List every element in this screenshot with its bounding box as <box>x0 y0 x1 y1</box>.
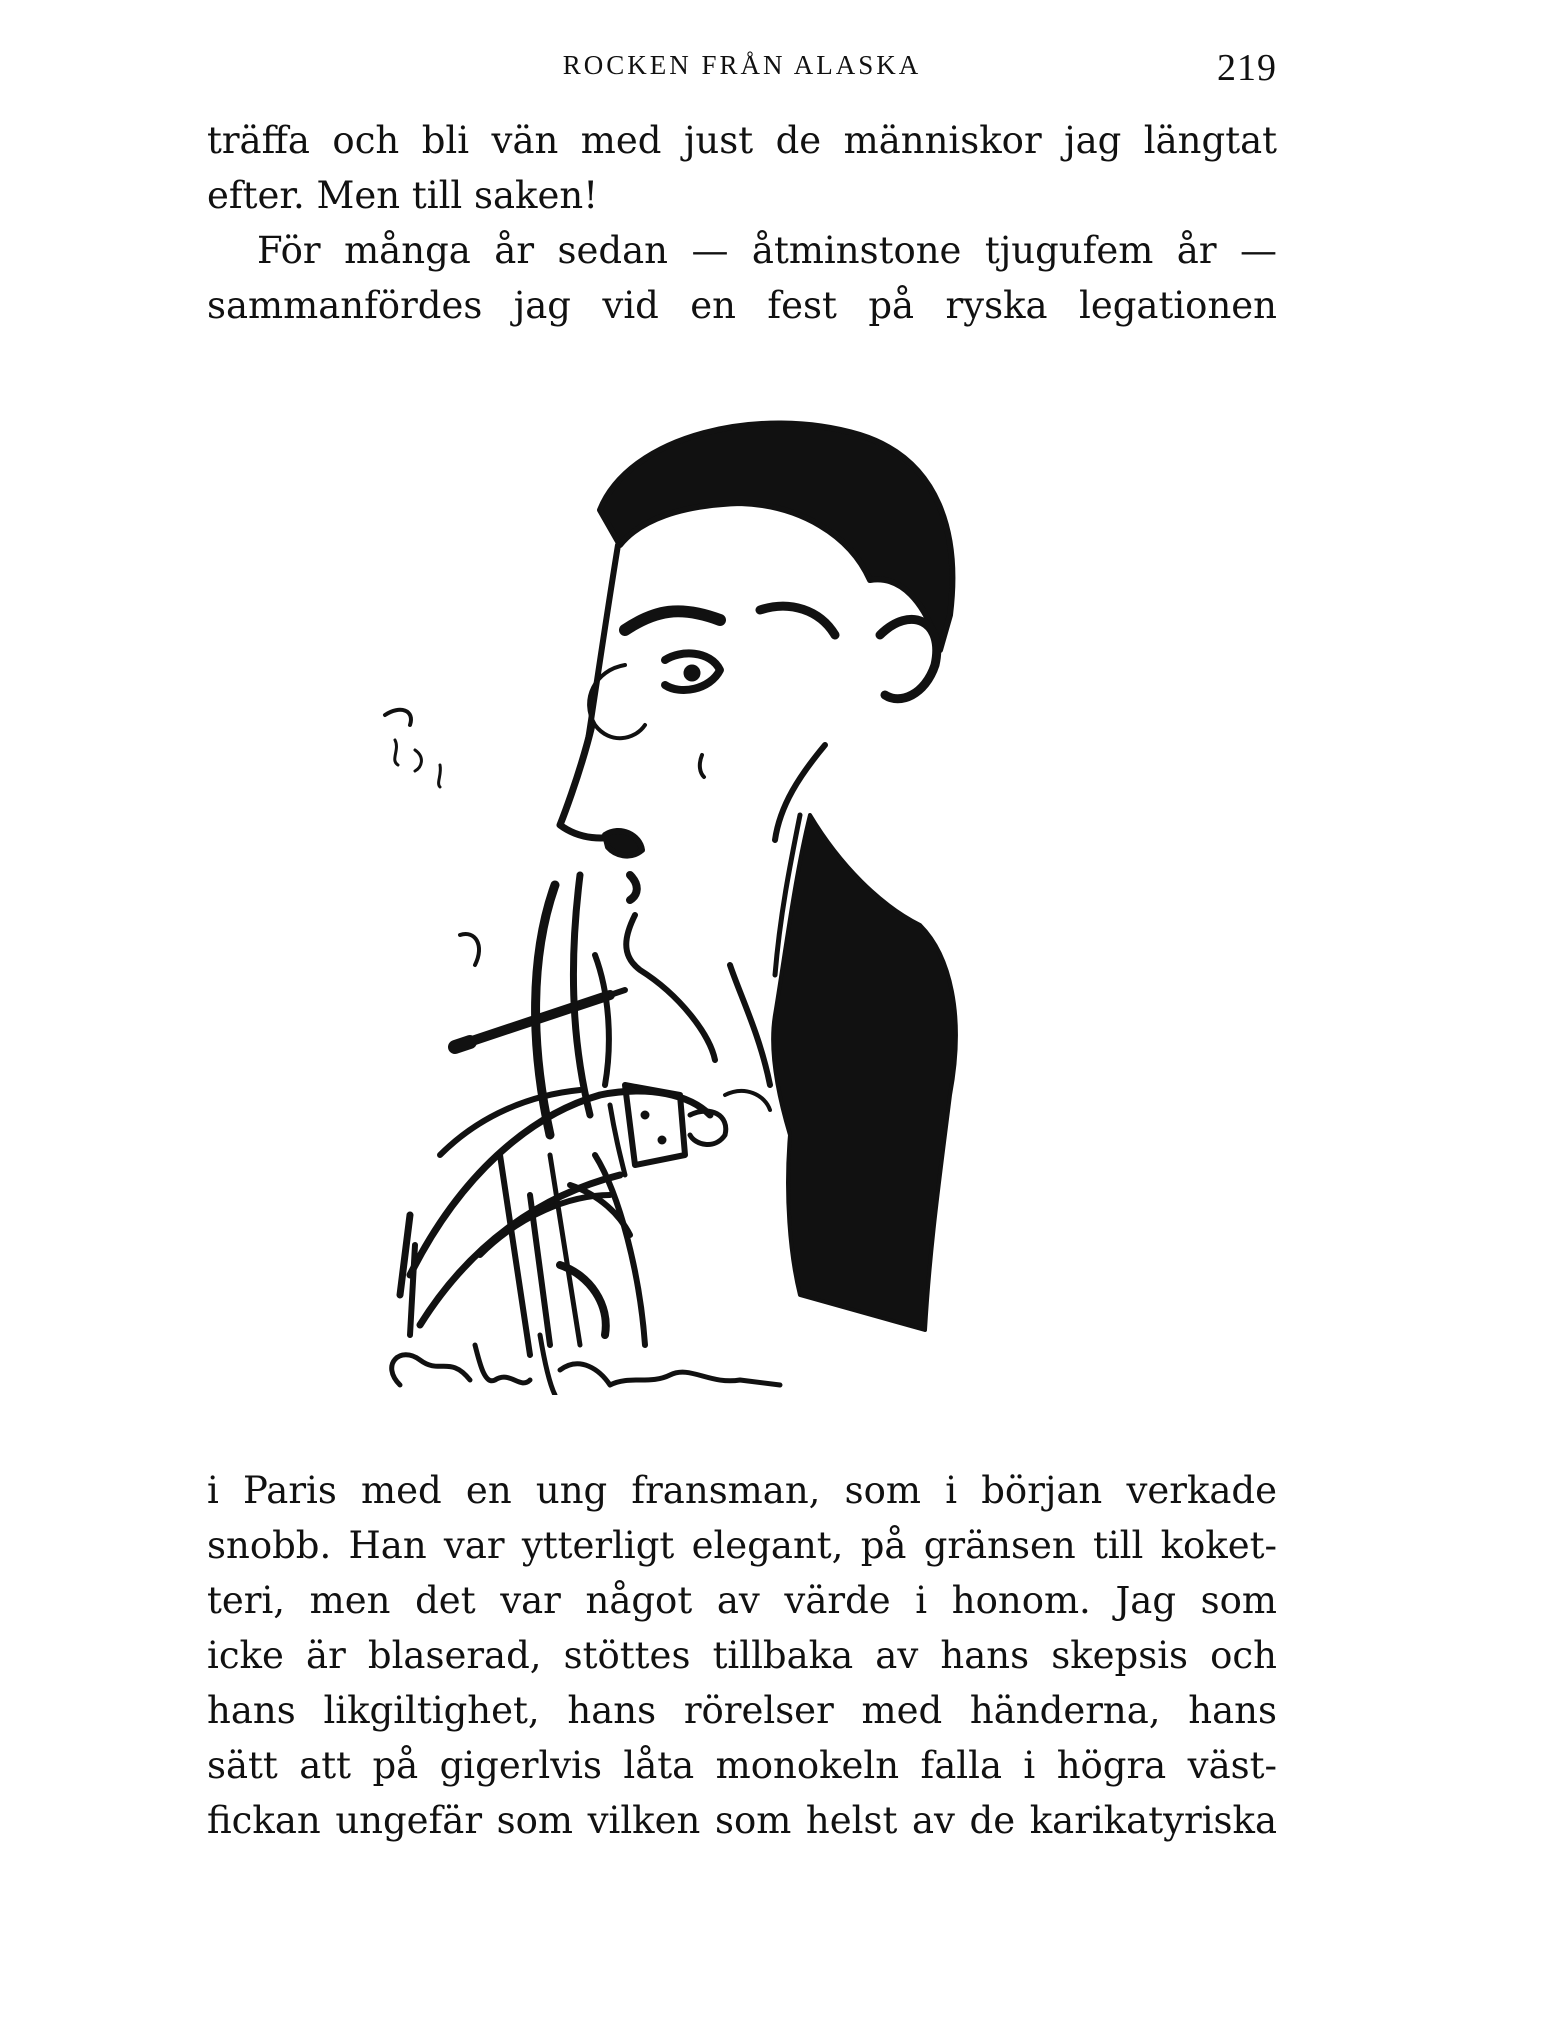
nose <box>560 725 620 838</box>
caricature-illustration <box>380 395 1100 1395</box>
ear <box>880 619 937 698</box>
caricature-drawing <box>380 395 1100 1395</box>
eyebrow <box>625 611 720 630</box>
face-outline <box>588 545 618 740</box>
text-line: snobb. Han var ytterligt elegant, på gränsen till koket- <box>207 1524 1277 1567</box>
mouth <box>630 875 637 900</box>
text-line: sätt att på gigerlvis låta monokeln falla i högra väst- <box>207 1744 1277 1787</box>
jaw <box>626 915 715 1060</box>
text-line: i Paris med en ung fransman, som i början verkade <box>207 1469 1277 1512</box>
mustache <box>605 831 642 856</box>
pupil <box>684 665 700 681</box>
collar <box>730 965 770 1085</box>
text-line: teri, men det var något av värde i honom. Jag som <box>207 1579 1277 1622</box>
text-line: efter. Men till saken! <box>207 174 599 217</box>
text-block-bottom <box>207 1463 1277 1848</box>
text-line: träffa och bli vän med just de människor jag längtat <box>207 119 1277 162</box>
text-line: hans likgiltighet, hans rörelser med händerna, hans <box>207 1689 1277 1732</box>
eyebrow-right <box>760 606 835 635</box>
text-block-top <box>207 113 1277 333</box>
text-line: För många år sedan — åtminstone tjugufem år — <box>257 229 1277 272</box>
running-head <box>207 46 1277 89</box>
text-line: fickan ungefär som vilken som helst av de karikatyriska <box>207 1799 1277 1842</box>
page-number: 219 <box>1217 47 1277 89</box>
jacket <box>773 815 956 1330</box>
collar-left <box>610 1105 625 1175</box>
smoke <box>385 710 411 725</box>
running-title: ROCKEN FRÅN ALASKA <box>562 50 922 80</box>
signature <box>392 1335 780 1395</box>
text-line: icke är blaserad, stöttes tillbaka av hans skepsis och <box>207 1634 1277 1677</box>
text-line: sammanfördes jag vid en fest på ryska legationen <box>207 284 1277 327</box>
